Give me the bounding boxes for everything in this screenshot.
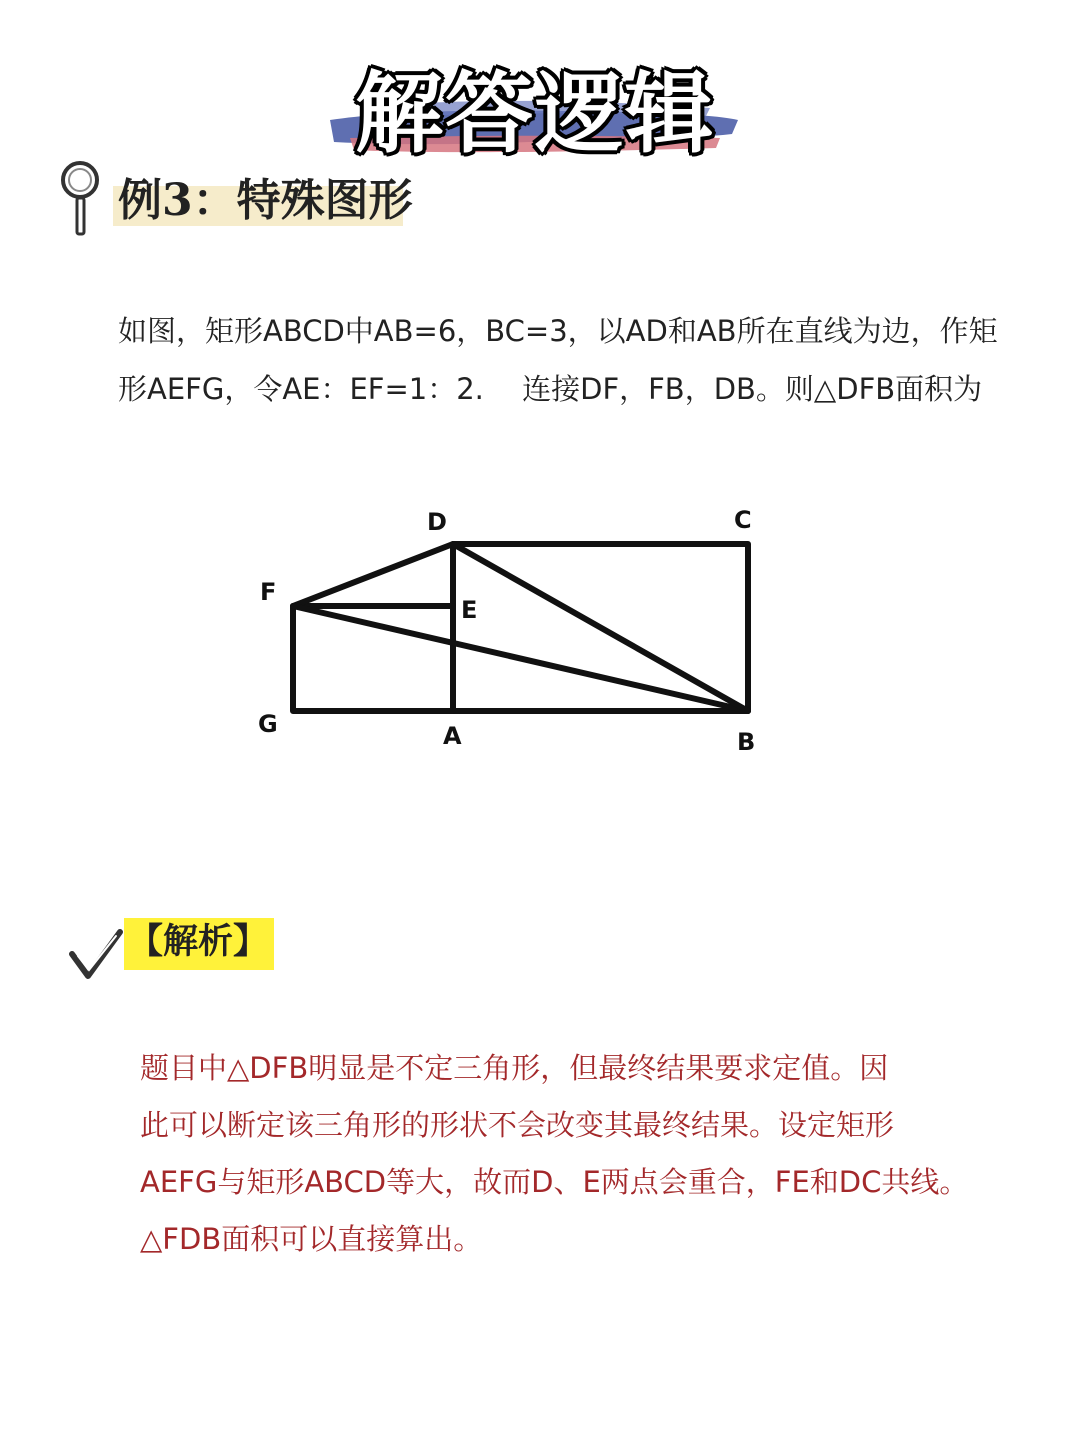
- problem-statement: [118, 302, 1018, 418]
- segment-df: [293, 544, 453, 606]
- label-d: D: [427, 508, 447, 536]
- segment-db: [453, 544, 748, 711]
- problem-line: 如图，矩形ABCD中AB=6，BC=3，以AD和AB所在直线为边，作矩: [118, 314, 998, 348]
- analysis-line: 题目中△DFB明显是不定三角形，但最终结果要求定值。因: [140, 1051, 889, 1085]
- label-f: F: [260, 578, 277, 606]
- label-a: A: [443, 722, 462, 750]
- label-e: E: [461, 596, 478, 624]
- example-heading: 例3：特殊图形: [118, 175, 413, 226]
- label-c: C: [734, 506, 752, 534]
- geometry-figure: [240, 500, 780, 770]
- analysis-line: △FDB面积可以直接算出。: [140, 1222, 483, 1256]
- title-banner: [320, 38, 750, 168]
- analysis-heading: 【解析】: [128, 922, 269, 962]
- checkmark-icon: [68, 926, 124, 982]
- page-title: 解答逻辑: [354, 62, 715, 165]
- analysis-line: 此可以断定该三角形的形状不会改变其最终结果。设定矩形: [140, 1108, 895, 1142]
- magnifier-icon: [58, 158, 108, 238]
- label-g: G: [258, 710, 278, 738]
- problem-line: 形AEFG，令AE：EF=1：2. 连接DF，FB，DB。则△DFB面积为: [118, 372, 983, 406]
- analysis-line: AEFG与矩形ABCD等大，故而D、E两点会重合，FE和DC共线。: [140, 1165, 969, 1199]
- label-b: B: [737, 728, 756, 756]
- segment-fb: [293, 606, 748, 711]
- analysis-body: [140, 1040, 1020, 1268]
